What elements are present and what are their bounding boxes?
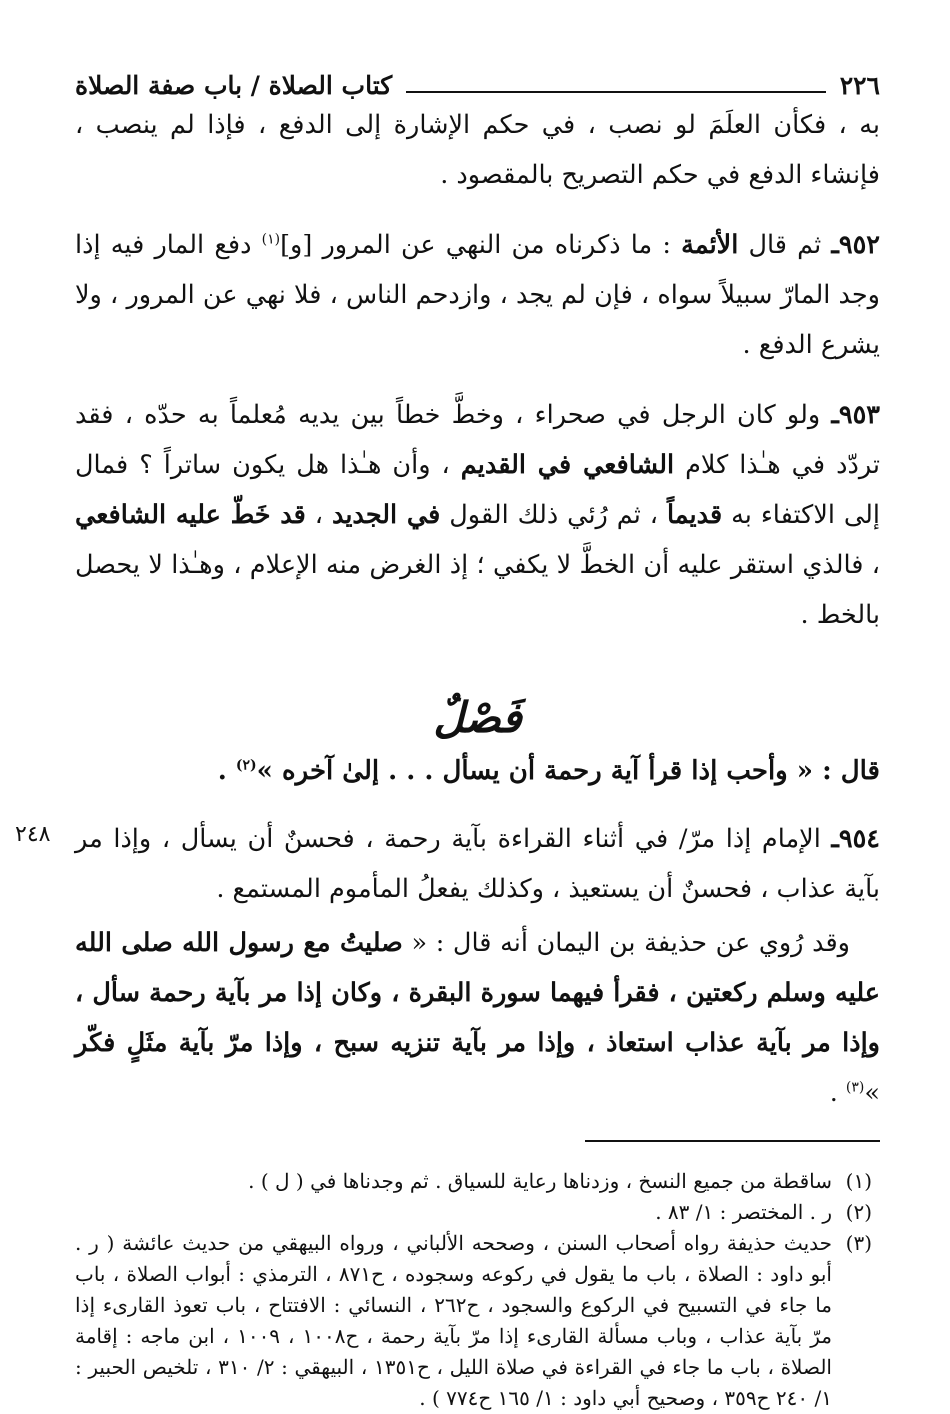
qal-end: . (217, 756, 236, 786)
paragraph-text: ، وأن هـٰذا هل يكون ساتراً ؟ فمال إلى الاكتفاء به (75, 450, 880, 530)
hadith-paragraph (75, 918, 880, 1118)
footnote-item (75, 1166, 880, 1197)
paragraph-953 (75, 390, 880, 640)
page-number: ٢٢٦ (839, 71, 880, 100)
footnote-ref: (١) (261, 231, 281, 248)
paragraph-954-wrap (15, 814, 880, 914)
book-page (15, 62, 881, 1410)
footnote-ref: (٢) (235, 757, 257, 774)
paragraph-number: ٩٥٣ـ (831, 400, 880, 430)
paragraph-text: ولو كان الرجل في صحراء ، وخطَّ خطاً بين يديه مُعلماً به حدّه ، فقد تردّد في هـٰذا كلام (75, 400, 881, 480)
paragraph-text: به ، فكأن العلَمَ لو نصب ، في حكم الإشارة إلى الدفع ، فإذا لم ينصب ، فإنشاء الدفع في حكم التصريح بالمقصود . (75, 110, 880, 190)
footnote-text: ر . المختصر : ١/ ٨٣ . (655, 1200, 832, 1224)
footnote-text: ساقطة من جميع النسخ ، وزدناها رعاية للسياق . ثم وجدناها في ( ل ) . (248, 1169, 832, 1193)
qal-label: قال : « (796, 756, 880, 786)
paragraph-954 (75, 814, 880, 914)
footnote-item (75, 1197, 880, 1228)
hadith-intro: وقد رُوي عن حذيفة بن اليمان أنه قال : « (402, 928, 850, 958)
footnote-number: (٢) (845, 1200, 872, 1224)
paragraph-text: دفع المار فيه إذا وجد المارّ سبيلاً سواه ، فإن لم يجد ، وازدحم الناس ، فلا نهي عن المرور ، ولا يشرع الدفع . (75, 230, 880, 360)
hadith-end: . (829, 1078, 846, 1108)
qal-quote: وأحب إذا قرأ آية رحمة أن يسأل . . . إلىٰ آخره » (256, 756, 797, 786)
header-rule (406, 91, 826, 93)
qal-line (75, 748, 880, 794)
bold-term: قديماً (666, 500, 723, 530)
footnote-number: (٣) (845, 1231, 872, 1255)
footnotes (75, 1166, 880, 1414)
paragraph-text: : ما ذكرناه من النهي عن المرور [و] (280, 230, 682, 260)
paragraph-952 (75, 220, 880, 370)
paragraph-text: الإمام إذا مرّ/ في أثناء القراءة بآية رحمة ، فحسنٌ أن يسأل ، وإذا مر بآية عذاب ، فحسنٌ أن يستعيذ ، وكذلك يفعلُ المأموم المستمع . (75, 824, 880, 904)
bold-term: الشافعي في القديم (460, 450, 675, 480)
bold-term: قد خَطّ عليه الشافعي (75, 500, 306, 530)
paragraph-number: ٩٥٤ـ (831, 824, 880, 854)
section-heading: فَصْلٌ (433, 693, 522, 742)
paragraph-text: ، فالذي استقر عليه أن الخطَّ لا يكفي ؛ إذ الغرض منه الإعلام ، وهـٰذا لا يحصل بالخط . (75, 550, 880, 630)
hadith-text: صليتُ مع رسول الله صلى الله عليه وسلم ركعتين ، فقرأ فيهما سورة البقرة ، وكان إذا مر بآية رحمة سأل ، وإذا مر بآية عذاب استعاذ ، وإذا مر بآية تنزيه سبح ، وإذا مرّ بآية مثَلٍ فكّر (75, 928, 880, 1058)
footnote-number: (١) (845, 1169, 872, 1193)
hadith-close: » (864, 1078, 880, 1108)
paragraph-number: ٩٥٢ـ (831, 230, 880, 260)
footnote-ref: (٣) (845, 1079, 865, 1096)
header-title: كتاب الصلاة / باب صفة الصلاة (75, 71, 393, 100)
running-header (75, 62, 880, 100)
paragraph-text: ، ثم رُئي ذلك القول (440, 500, 667, 530)
footnote-divider (585, 1140, 880, 1142)
margin-page-number: ٢٤٨ (15, 822, 51, 847)
paragraph-lead: ثم قال (748, 230, 822, 260)
paragraph-continuation (75, 100, 880, 200)
bold-term: الأئمة (681, 230, 739, 260)
footnote-text: حديث حذيفة رواه أصحاب السنن ، وصححه الألباني ، ورواه البيهقي من حديث عائشة ( ر . أبو داود : الصلاة ، باب ما يقول في ركوعه وسجوده ، ح٨٧١ ، الترمذي : أبواب الصلاة ، باب ما جاء في التسبيح في الركوع والسجود ، ح٢٦٢ ، النسائي : الافتتاح ، باب تعوذ القارىء إذا مرّ بآية عذاب ، وباب مسألة القارىء إذا مرّ بآية رحمة ، ح١٠٠٨ ، ١٠٠٩ ، ابن ماجه : إقامة الصلاة ، باب ما جاء في القراءة في صلاة الليل ، ح١٣٥١ ، البيهقي : ٢/ ٣١٠ ، تلخيص الحبير : ١/ ٢٤٠ ح٣٥٩ ، وصحيح أبي داود : ١/ ١٦٥ ح٧٧٤ ) . (75, 1231, 833, 1410)
bold-term: في الجديد (331, 500, 441, 530)
footnote-item (75, 1228, 880, 1414)
paragraph-text: ، (305, 500, 332, 530)
